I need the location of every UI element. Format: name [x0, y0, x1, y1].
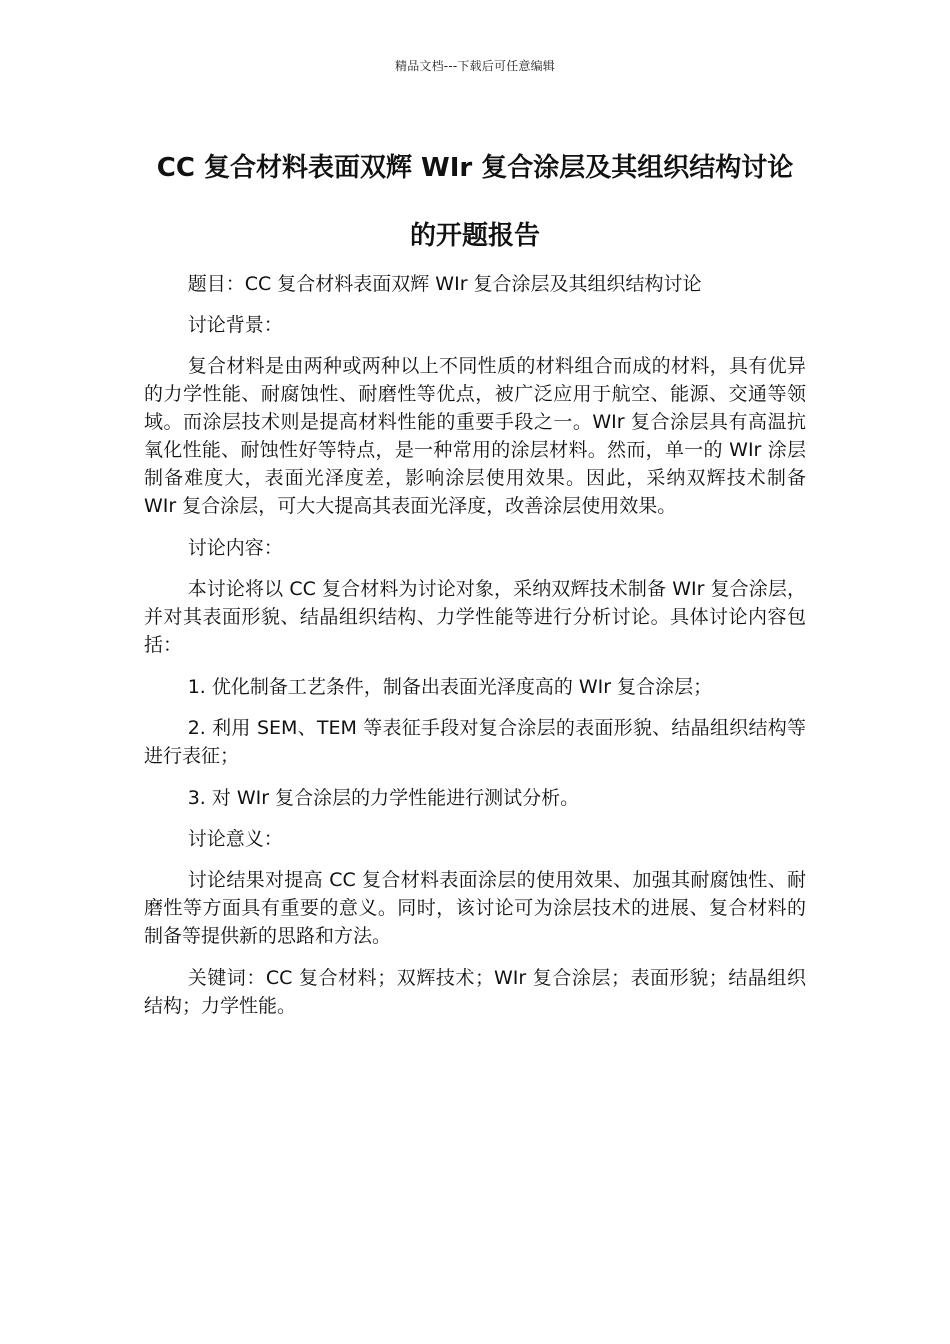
section-heading-background: 讨论背景：: [187, 314, 283, 336]
list-item-3: 3. 对 WIr 复合涂层的力学性能进行测试分析。: [187, 787, 580, 809]
background-paragraph: 复合材料是由两种或两种以上不同性质的材料组合而成的材料，具有优异的力学性能、耐腐蚀性、耐磨性等优点，被广泛应用于航空、能源、交通等领域。而涂层技术则是提高材料性能的重要手段之一。WIr 复合涂层具有高温抗氧化性能、耐蚀性好等特点，是一种常用的涂层材料。然而，单一的 WIr 涂层制备难度大，表面光泽度差，影响涂层使用效果。因此，采纳双辉技术制备 WIr 复合涂层，可大大提高其表面光泽度，改善涂层使用效果。: [144, 355, 806, 517]
document-title: CC 复合材料表面双辉 WIr 复合涂层及其组织结构讨论的开题报告: [156, 153, 794, 251]
header-note: 精品文档---下载后可任意编辑: [395, 59, 555, 73]
content-paragraph: 本讨论将以 CC 复合材料为讨论对象，采纳双辉技术制备 WIr 复合涂层，并对其表面形貌、结晶组织结构、力学性能等进行分析讨论。具体讨论内容包括：: [144, 578, 806, 656]
list-item-2: 2. 利用 SEM、TEM 等表征手段对复合涂层的表面形貌、结晶组织结构等进行表征；: [144, 717, 806, 767]
topic-line: 题目：CC 复合材料表面双辉 WIr 复合涂层及其组织结构讨论: [187, 273, 702, 295]
significance-paragraph: 讨论结果对提高 CC 复合材料表面涂层的使用效果、加强其耐腐蚀性、耐磨性等方面具有重要的意义。同时，该讨论可为涂层技术的进展、复合材料的制备等提供新的思路和方法。: [144, 869, 806, 947]
list-item-1: 1. 优化制备工艺条件，制备出表面光泽度高的 WIr 复合涂层；: [187, 676, 713, 698]
section-heading-content: 讨论内容：: [187, 537, 283, 559]
document-body: [144, 270, 806, 1034]
keywords-line: 关键词：CC 复合材料；双辉技术；WIr 复合涂层；表面形貌；结晶组织结构；力学性能。: [144, 967, 806, 1017]
section-heading-significance: 讨论意义：: [187, 828, 283, 850]
